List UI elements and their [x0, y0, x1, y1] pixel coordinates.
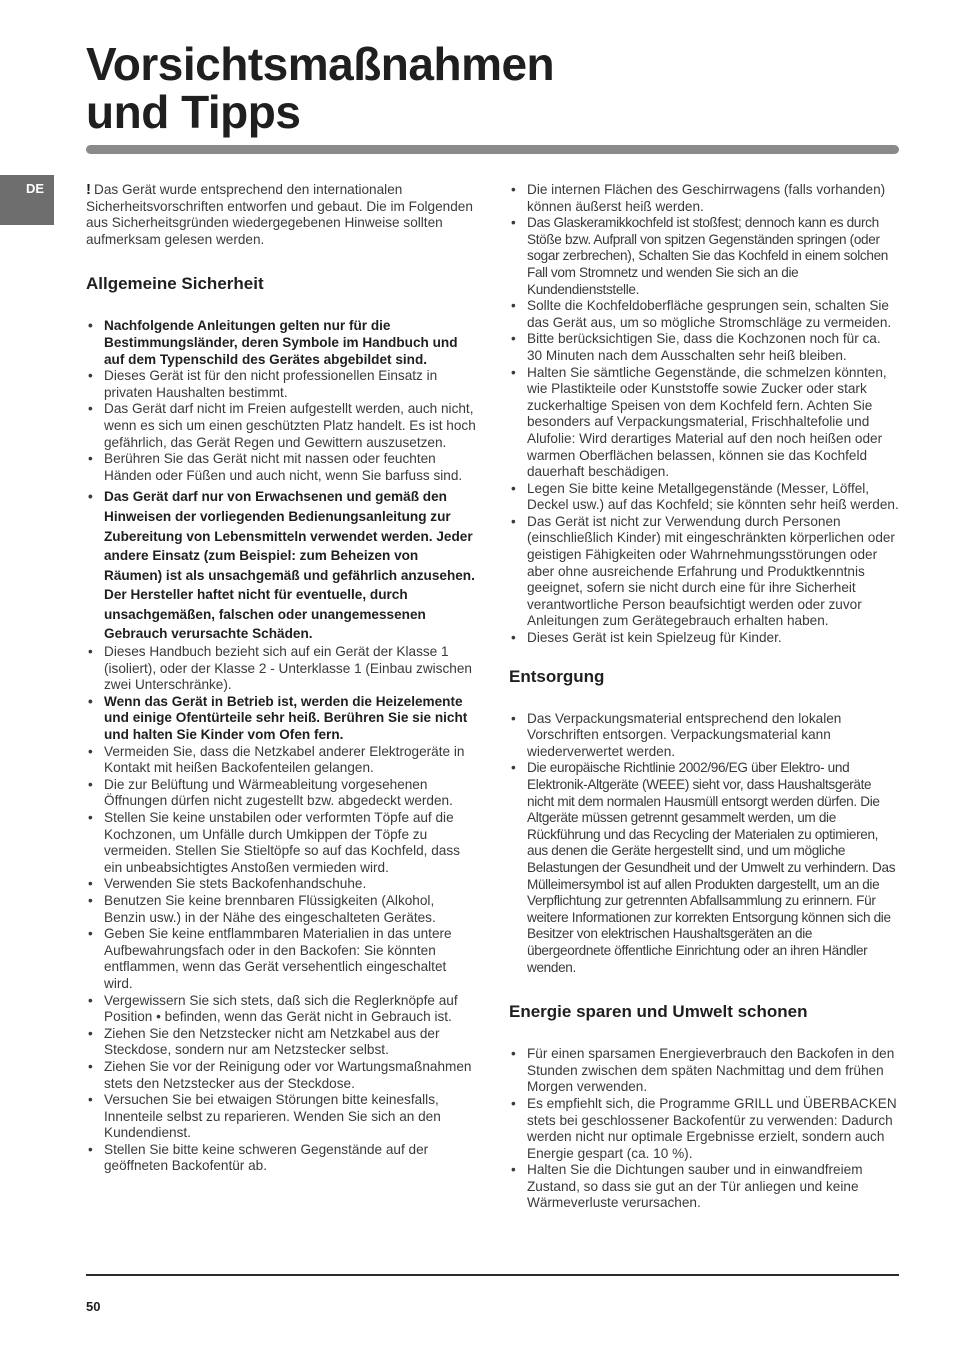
list-item: • Es empfiehlt sich, die Programme GRILL und ÜBERBACKEN stets bei geschlossener Backofentür zu verwenden: Dadurch werden nicht nur optimale Ergebnisse erzielt, sondern auch Energie gespart (ca. 10 %).	[509, 1096, 899, 1162]
right-column	[509, 182, 899, 1212]
page-number: 50	[86, 1299, 101, 1314]
list-item: • Legen Sie bitte keine Metallgegenstände (Messer, Löffel, Deckel usw.) auf das Kochfeld; sie könnten sehr heiß werden.	[509, 481, 899, 514]
page-title-line-2: und Tipps	[86, 86, 301, 138]
list-item: • Versuchen Sie bei etwaigen Störungen bitte keinesfalls, Innenteile selbst zu reparieren. Wenden Sie sich an den Kundendienst.	[86, 1092, 476, 1142]
heading-disposal: Entsorgung	[509, 666, 605, 686]
warning-mark: !	[86, 181, 91, 198]
list-item: • Verwenden Sie stets Backofenhandschuhe.	[86, 876, 476, 893]
list-item: • Die internen Flächen des Geschirrwagens (falls vorhanden) können äußerst heiß werden.	[509, 182, 899, 215]
intro-paragraph	[86, 182, 476, 248]
list-item: • Ziehen Sie den Netzstecker nicht am Netzkabel aus der Steckdose, sondern nur am Netzstecker selbst.	[86, 1026, 476, 1059]
list-item: • Benutzen Sie keine brennbaren Flüssigkeiten (Alkohol, Benzin usw.) in der Nähe des eingeschalteten Gerätes.	[86, 893, 476, 926]
energy-list	[509, 1046, 899, 1212]
list-item: • Stellen Sie bitte keine schweren Gegenstände auf der geöffneten Backofentür ab.	[86, 1142, 476, 1175]
disposal-list	[509, 711, 899, 977]
list-item: • Nachfolgende Anleitungen gelten nur für die Bestimmungsländer, deren Symbole im Handbuch und auf dem Typenschild des Gerätes abgebildet sind.	[86, 318, 476, 368]
list-item: • Wenn das Gerät in Betrieb ist, werden die Heizelemente und einige Ofentürteile sehr heiß. Berühren Sie sie nicht und halten Sie Kinder vom Ofen fern.	[86, 694, 476, 744]
title-divider	[86, 145, 899, 154]
intro-text: Das Gerät wurde entsprechend den internationalen Sicherheitsvorschriften entworfen und gebaut. Die im Folgenden aus Sicherheitsgründen wiedergegebenen Hinweise sollten aufmerksam gelesen werden.	[86, 182, 473, 247]
list-item: • Vermeiden Sie, dass die Netzkabel anderer Elektrogeräte in Kontakt mit heißen Backofenteilen gelangen.	[86, 744, 476, 777]
list-item: • Stellen Sie keine unstabilen oder verformten Töpfe auf die Kochzonen, um Unfälle durch Umkippen der Töpfe zu vermeiden. Stellen Sie Stieltöpfe so auf das Kochfeld, dass ein unbeabsichtigtes Anstoßen vermieden wird.	[86, 810, 476, 876]
page-title-line-1: Vorsichtsmaßnahmen	[86, 38, 555, 90]
safety-list	[86, 318, 476, 1175]
left-column	[86, 182, 476, 1175]
list-item: • Dieses Gerät ist für den nicht professionellen Einsatz in privaten Haushalten bestimmt.	[86, 368, 476, 401]
list-item: • Berühren Sie das Gerät nicht mit nassen oder feuchten Händen oder Füßen und auch nicht, wenn Sie barfuss sind.	[86, 451, 476, 484]
list-item: • Vergewissern Sie sich stets, daß sich die Reglerknöpfe auf Position • befinden, wenn das Gerät nicht in Gebrauch ist.	[86, 993, 476, 1026]
list-item: • Ziehen Sie vor der Reinigung oder vor Wartungsmaßnahmen stets den Netzstecker aus der Steckdose.	[86, 1059, 476, 1092]
list-item: • Die zur Belüftung und Wärmeableitung vorgesehenen Öffnungen dürfen nicht zugestellt bzw. abgedeckt werden.	[86, 777, 476, 810]
list-item: • Das Gerät darf nur von Erwachsenen und gemäß den Hinweisen der vorliegenden Bedienungsanleitung zur Zubereitung von Lebensmitteln verwendet werden. Jeder andere Einsatz (zum Beispiel: zum Beheizen von Räumen) ist als unsachgemäß und gefährlich anzusehen. Der Hersteller haftet nicht für eventuelle, durch unsachgemäßen, falschen oder unangemessenen Gebrauch verursachte Schäden.	[86, 487, 476, 644]
list-item: • Das Gerät ist nicht zur Verwendung durch Personen (einschließlich Kinder) mit eingeschränkten körperlichen oder geistigen Fähigkeiten oder Wahrnehmungsstörungen oder aber ohne ausreichende Erfahrung und Produktkenntnis geeignet, sofern sie nicht durch eine für ihre Sicherheit verantwortliche Person beaufsichtigt werden oder zuvor Anleitungen zum Gerätegebrauch erhalten haben.	[509, 514, 899, 630]
list-item: • Dieses Gerät ist kein Spielzeug für Kinder.	[509, 630, 899, 647]
list-item: • Das Glaskeramikkochfeld ist stoßfest; dennoch kann es durch Stöße bzw. Aufprall von spitzen Gegenständen springen (oder sogar zerbrechen), Schalten Sie das Kochfeld in einem solchen Fall vom Stromnetz und wenden Sie sich an die Kundendienststelle.	[509, 215, 899, 298]
language-tab: DE	[0, 175, 54, 225]
list-item: • Sollte die Kochfeldoberfläche gesprungen sein, schalten Sie das Gerät aus, um so mögliche Stromschläge zu vermeiden.	[509, 298, 899, 331]
list-item: • Dieses Handbuch bezieht sich auf ein Gerät der Klasse 1 (isoliert), oder der Klasse 2 - Unterklasse 1 (Einbau zwischen zwei Unterschränke).	[86, 644, 476, 694]
list-item: • Bitte berücksichtigen Sie, dass die Kochzonen noch für ca. 30 Minuten nach dem Ausschalten sehr heiß bleiben.	[509, 331, 899, 364]
list-item: • Geben Sie keine entflammbaren Materialien in das untere Aufbewahrungsfach oder in den Backofen: Sie könnten entflammen, wenn das Gerät versehentlich eingeschaltet wird.	[86, 926, 476, 992]
list-item: • Die europäische Richtlinie 2002/96/EG über Elektro- und Elektronik-Altgeräte (WEEE) sieht vor, dass Haushaltsgeräte nicht mit dem normalen Hausmüll entsorgt werden dürfen. Die Altgeräte müssen getrennt gesammelt werden, um die Rückführung und das Recycling der Materialen zu optimieren, aus denen die Geräte hergestellt sind, und um mögliche Belastungen der Gesundheit und der Umwelt zu verhindern. Das Mülleimersymbol ist auf allen Produkten dargestellt, um an die Verpflichtung zur getrennten Abfallsammlung zu erinnern. Für weitere Informationen zur korrekten Entsorgung können sich die Besitzer von elektrischen Haushaltsgeräten an die übergeordnete öffentliche Einrichtung oder an ihren Händler wenden.	[509, 760, 899, 976]
page-title	[86, 40, 554, 136]
safety-list-continued	[509, 182, 899, 647]
heading-energy: Energie sparen und Umwelt schonen	[509, 1002, 808, 1022]
list-item: • Das Gerät darf nicht im Freien aufgestellt werden, auch nicht, wenn es sich um einen geschützten Platz handelt. Es ist hoch gefährlich, das Gerät Regen und Gewittern auszusetzen.	[86, 401, 476, 451]
list-item: • Das Verpackungsmaterial entsprechend den lokalen Vorschriften entsorgen. Verpackungsmaterial kann wiederverwertet werden.	[509, 711, 899, 761]
list-item: • Halten Sie sämtliche Gegenstände, die schmelzen könnten, wie Plastikteile oder Kunststoffe sowie Zucker oder stark zuckerhaltige Speisen von dem Kochfeld fern. Achten Sie besonders auf Verpackungsmaterial, Frischhaltefolie und Alufolie: Wird derartiges Material auf den noch heißen oder warmen Oberflächen belassen, können sie das Kochfeld dauerhaft beschädigen.	[509, 365, 899, 481]
heading-general-safety: Allgemeine Sicherheit	[86, 274, 264, 294]
list-item: • Halten Sie die Dichtungen sauber und in einwandfreiem Zustand, so dass sie gut an der Tür anliegen und keine Wärmeverluste verursachen.	[509, 1162, 899, 1212]
footer-divider	[86, 1274, 899, 1276]
list-item: • Für einen sparsamen Energieverbrauch den Backofen in den Stunden zwischen dem späten Nachmittag und dem frühen Morgen verwenden.	[509, 1046, 899, 1096]
